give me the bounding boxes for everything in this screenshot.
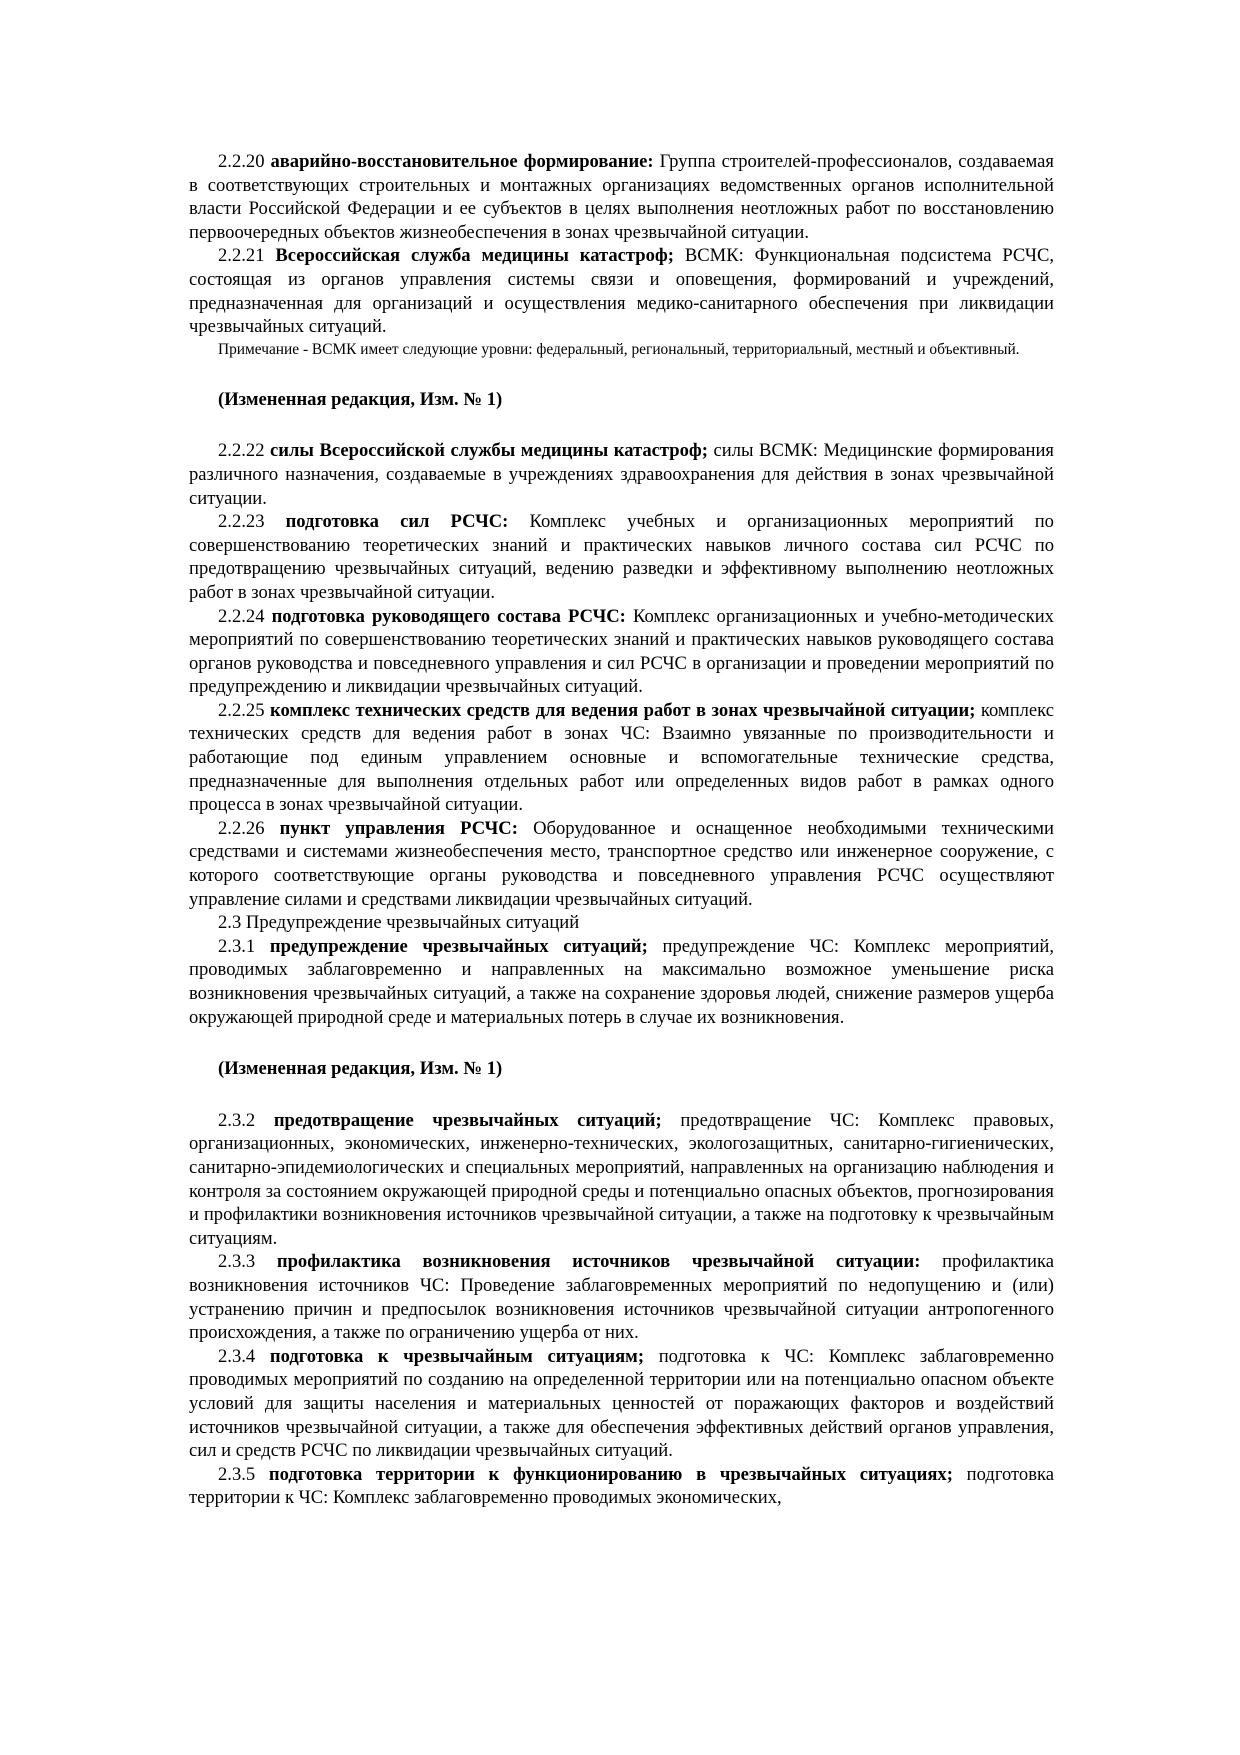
- clause-number: 2.3.1: [218, 935, 256, 957]
- document-page: [189, 150, 1054, 1510]
- term-heading: профилактика возникновения источников чрезвычайной ситуации:: [276, 1251, 921, 1273]
- clause-number: 2.2.25: [218, 699, 265, 721]
- clause-text: Комплекс организационных и учебно-методических мероприятий по совершенствованию теоретических знаний и практических навыков руководящего состава органов руководства и повседневного управления и сил РСЧС в организации и проведении мероприятий по предупреждению и ликвидации чрезвычайных ситуаций.: [189, 605, 1054, 698]
- paragraph-2-2-26: [189, 817, 1054, 911]
- clause-number: 2.3.2: [218, 1109, 256, 1131]
- paragraph-2-3-3: [189, 1250, 1054, 1344]
- note-vsmk-levels: Примечание - ВСМК имеет следующие уровни: федеральный, региональный, территориальный, местный и объективный.: [218, 340, 1020, 358]
- amendment-note-1: (Измененная редакция, Изм. № 1): [218, 388, 503, 410]
- paragraph-2-3-4: [189, 1345, 1054, 1463]
- clause-number: 2.2.20: [218, 151, 265, 172]
- paragraph-2-2-24: [189, 605, 1054, 699]
- term-heading: предупреждение чрезвычайных ситуаций;: [269, 935, 648, 957]
- clause-text: Группа строителей-профессионалов, создаваемая в соответствующих строительных и монтажных организациях ведомственных органов исполнительной власти Российской Федерации и ее субъектов в целях выполнения неотложных работ по восстановлению первоочередных объектов жизнеобеспечения в зонах чрезвычайной ситуации.: [189, 151, 1054, 243]
- clause-text: Комплекс учебных и организационных мероприятий по совершенствованию теоретических знаний и практических навыков личного состава сил РСЧС по предотвращению чрезвычайных ситуаций, ведению разведки и эффективному выполнению неотложных работ в зонах чрезвычайной ситуации.: [189, 511, 1054, 603]
- term-heading: силы Всероссийской службы медицины катастроф;: [270, 440, 708, 462]
- term-heading: комплекс технических средств для ведения работ в зонах чрезвычайной ситуации;: [269, 699, 976, 721]
- paragraph-2-3-2: [189, 1109, 1054, 1251]
- paragraph-2-3-1: [189, 935, 1054, 1029]
- clause-number: 2.2.24: [218, 605, 265, 627]
- paragraph-2-2-23: [189, 510, 1054, 604]
- clause-number: 2.3.4: [218, 1345, 256, 1367]
- section-heading-2-3: 2.3 Предупреждение чрезвычайных ситуаций: [218, 912, 580, 934]
- clause-text: предотвращение ЧС: Комплекс правовых, организационных, экономических, инженерно-технических, экологозащитных, санитарно-гигиенических, санитарно-эпидемиологических и специальных мероприятий, направленных на организацию наблюдения и контроля за состоянием окружающей природной среды и потенциально опасных объектов, прогнозирования и профилактики возникновения источников чрезвычайной ситуации, а также на подготовку к чрезвычайным ситуациям.: [189, 1109, 1054, 1249]
- paragraph-2-2-22: [189, 439, 1054, 510]
- clause-number: 2.3.5: [218, 1463, 256, 1485]
- term-heading: подготовка к чрезвычайным ситуациям;: [269, 1345, 645, 1367]
- clause-text: ВСМК: Функциональная подсистема РСЧС, состоящая из органов управления системы связи и оповещения, формирований и учреждений, предназначенная для организаций и осуществления медико-санитарного обеспечения при ликвидации чрезвычайных ситуаций.: [189, 245, 1054, 338]
- term-heading: пункт управления РСЧС:: [279, 817, 518, 839]
- clause-text: профилактика возникновения источников ЧС: Проведение заблаговременных мероприятий по недопущению и (или) устранению причин и предпосылок возникновения источников чрезвычайной ситуации антропогенного происхождения, а также по ограничению ущерба от них.: [189, 1251, 1055, 1344]
- term-heading: Всероссийская служба медицины катастроф;: [275, 245, 674, 267]
- clause-text: комплекс технических средств для ведения работ в зонах ЧС: Взаимно увязанные по производительности и работающие под единым управлением основные и вспомогательные технические средства, предназначенные для выполнения отдельных работ или определенных видов работ в рамках одного процесса в зонах чрезвычайной ситуации.: [189, 699, 1054, 816]
- paragraph-2-2-21: [189, 244, 1054, 338]
- clause-number: 2.2.23: [218, 511, 265, 533]
- term-heading: подготовка руководящего состава РСЧС:: [271, 605, 626, 627]
- term-heading: аварийно-восстановительное формирование:: [270, 151, 654, 172]
- term-heading: предотвращение чрезвычайных ситуаций;: [273, 1109, 662, 1131]
- paragraph-2-2-25: [189, 699, 1054, 817]
- clause-text: подготовка территории к ЧС: Комплекс заблаговременно проводимых экономических,: [189, 1463, 1054, 1509]
- clause-text: предупреждение ЧС: Комплекс мероприятий, проводимых заблаговременно и направленных на максимально возможное уменьшение риска возникновения чрезвычайных ситуаций, а также на сохранение здоровья людей, снижение размеров ущерба окружающей природной среде и материальных потерь в случае их возникновения.: [189, 935, 1055, 1028]
- clause-number: 2.2.26: [218, 817, 265, 839]
- amendment-note-2: (Измененная редакция, Изм. № 1): [218, 1058, 503, 1080]
- clause-number: 2.3.3: [218, 1251, 256, 1273]
- clause-text: силы ВСМК: Медицинские формирования различного назначения, создаваемые в учреждениях здравоохранения для действия в зонах чрезвычайной ситуации.: [189, 440, 1054, 509]
- clause-number: 2.2.22: [218, 440, 265, 462]
- clause-number: 2.2.21: [218, 245, 265, 267]
- clause-text: Оборудованное и оснащенное необходимыми техническими средствами и системами жизнеобеспечения место, транспортное средство или инженерное сооружение, с которого соответствующие органы руководства и повседневного управления РСЧС осуществляют управление силами и средствами ликвидации чрезвычайных ситуаций.: [189, 817, 1055, 910]
- paragraph-2-3-5: [189, 1463, 1054, 1510]
- clause-text: подготовка к ЧС: Комплекс заблаговременно проводимых мероприятий по созданию на определенной территории или на потенциально опасном объекте условий для защиты населения и материальных ценностей от поражающих факторов и воздействий источников чрезвычайной ситуации, а также для обеспечения эффективных действий органов управления, сил и средств РСЧС по ликвидации чрезвычайных ситуаций.: [189, 1345, 1054, 1462]
- term-heading: подготовка территории к функционированию в чрезвычайных ситуациях;: [268, 1463, 953, 1485]
- term-heading: подготовка сил РСЧС:: [285, 511, 509, 533]
- paragraph-2-2-20: [189, 150, 1054, 244]
